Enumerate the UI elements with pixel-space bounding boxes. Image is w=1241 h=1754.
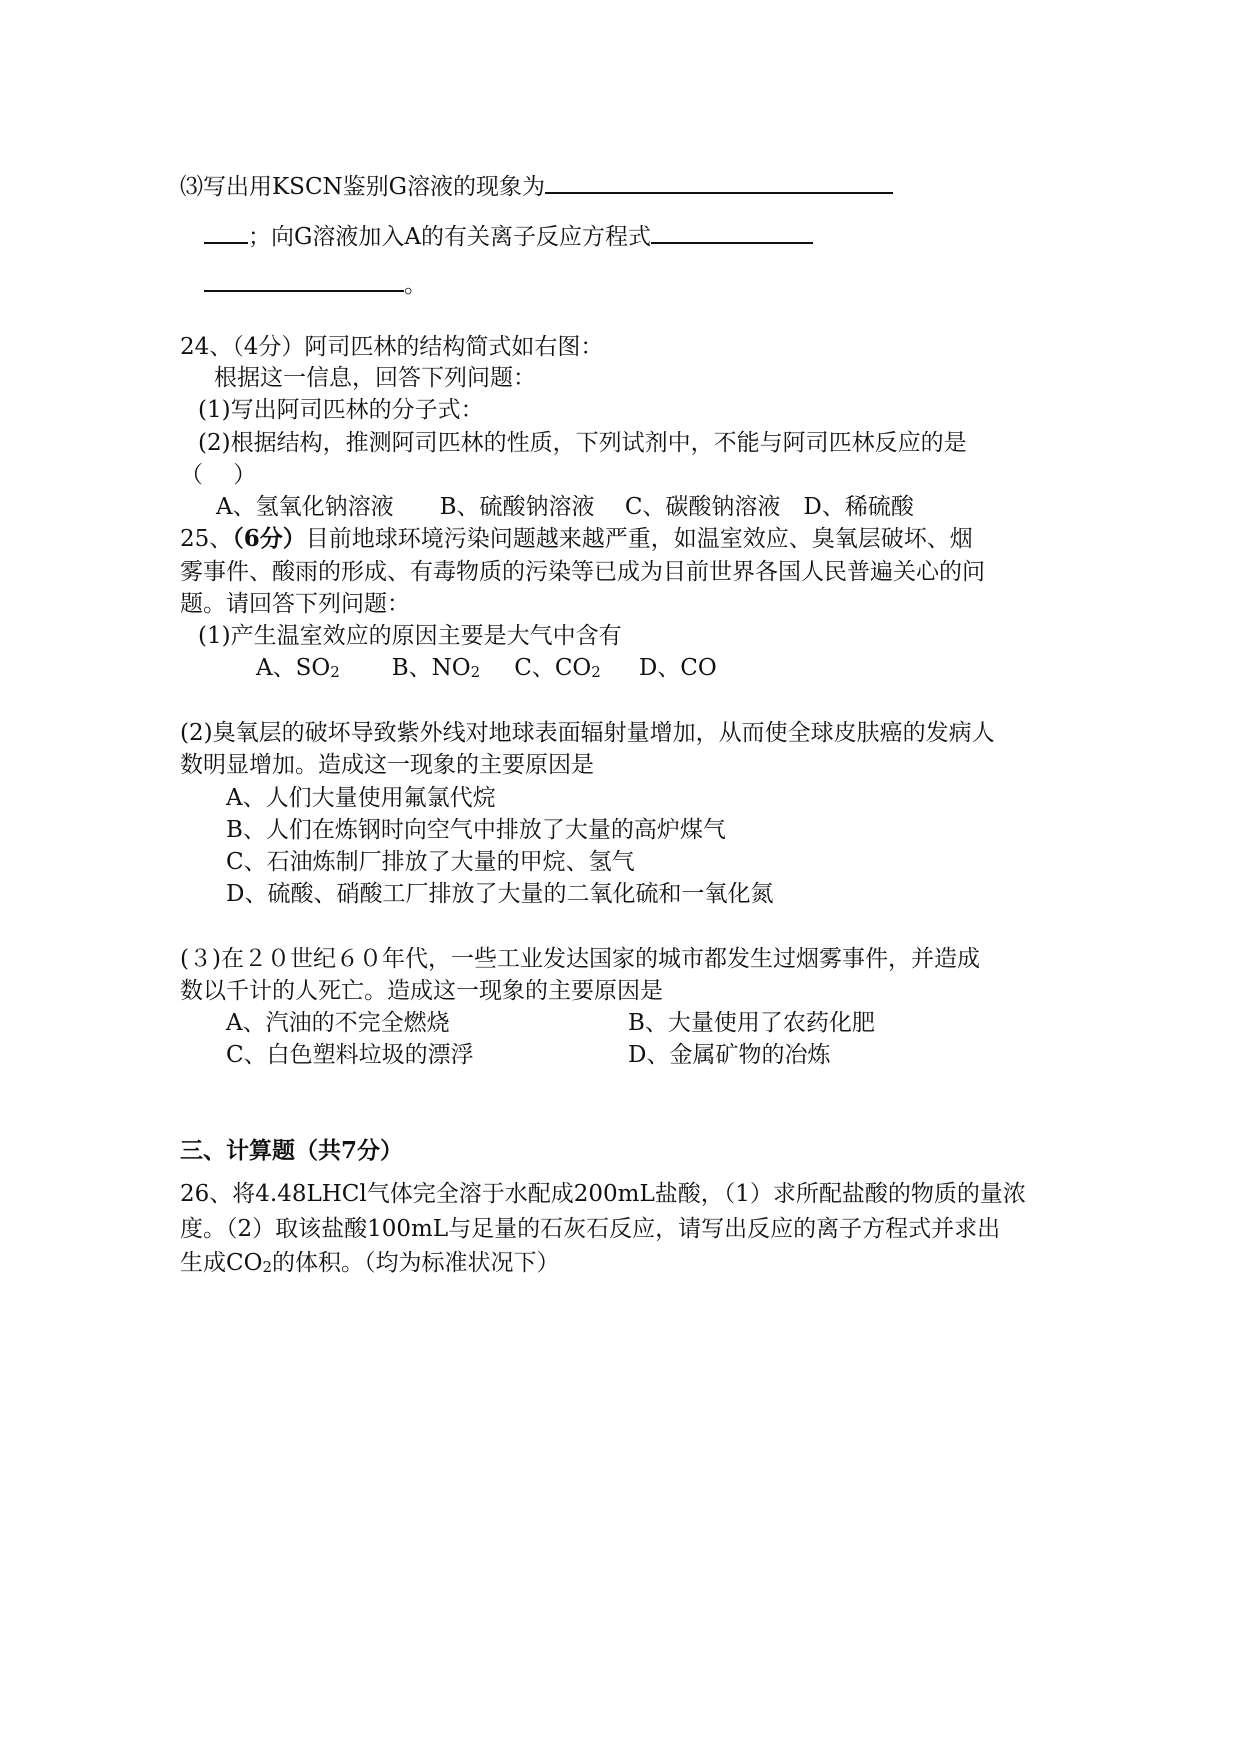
answer-blank[interactable] [204, 218, 248, 244]
q23-part3-line3 [204, 266, 427, 300]
q25-sub1-opt-a: A、$SO_2$ [256, 655, 340, 681]
q25-sub2-opt-b: B、人们在炼钢时向空气中排放了大量的高炉煤气 [226, 817, 726, 843]
answer-blank[interactable] [545, 168, 893, 194]
q25-sub3-opt-b: B、大量使用了农药化肥 [628, 1010, 875, 1036]
q26-line1: 26、将4.48LHCl气体完全溶于水配成200mL盐酸，（1）求所配盐酸的物质的量浓 [180, 1181, 1026, 1207]
q25-sub2-opt-d: D、硫酸、硝酸工厂排放了大量的二氧化硫和一氧化氮 [226, 881, 774, 907]
q25-num: 25、 [180, 526, 233, 552]
q25-line2: 雾事件、酸雨的形成、有毒物质的污染等已成为目前世界各国人民普遍关心的问 [180, 559, 985, 585]
q25-sub3-opt-d: D、金属矿物的冶炼 [628, 1042, 831, 1068]
q25-sub3-opt-a: A、汽油的不完全燃烧 [226, 1010, 450, 1036]
q23-part3b-text: ；向G溶液加入A的有关离子反应方程式 [248, 224, 651, 250]
q25-sub3-line2: 数以千计的人死亡。造成这一现象的主要原因是 [180, 978, 663, 1004]
section3-title: 三、计算题（共7分） [180, 1137, 404, 1164]
q25-sub2-line2: 数明显增加。造成这一现象的主要原因是 [180, 752, 594, 778]
q25-sub2-opt-c: C、石油炼制厂排放了大量的甲烷、氢气 [226, 849, 635, 875]
q26-line2: 度。（2）取该盐酸100mL与足量的石灰石反应，请写出反应的离子方程式并求出 [180, 1216, 1001, 1242]
q25-sub2-line1: (2)臭氧层的破坏导致紫外线对地球表面辐射量增加，从而使全球皮肤癌的发病人 [180, 720, 995, 746]
q25-sub1-options [256, 653, 717, 683]
q24-options: A、氢氧化钠溶液 B、硫酸钠溶液 C、碳酸钠溶液 D、稀硫酸 [216, 494, 914, 520]
q25-sub2-opt-a: A、人们大量使用氟氯代烷 [226, 785, 496, 811]
q26-line3: 生成$CO_2$的体积。（均为标准状况下） [180, 1250, 560, 1276]
q23-part3-line1 [180, 168, 893, 202]
q25-sub1-opt-b: B、$NO_2$ [391, 655, 481, 681]
q25-sub1-opt-d: D、CO [638, 655, 717, 681]
q25-line1 [180, 524, 973, 554]
q25-line3: 题。请回答下列问题： [180, 591, 410, 617]
q25-sub3-opt-c: C、白色塑料垃圾的漂浮 [226, 1042, 474, 1068]
q25-line1-rest: 目前地球环境污染问题越来越严重，如温室效应、臭氧层破坏、烟 [305, 526, 973, 552]
q23-part3-text: ⑶写出用KSCN鉴别G溶液的现象为 [180, 174, 546, 200]
q24-header: 24、（4分）阿司匹林的结构简式如右图： [180, 334, 604, 360]
q25-sub1: (1)产生温室效应的原因主要是大气中含有 [198, 623, 622, 649]
q25-sub1-opt-c: C、$CO_2$ [514, 655, 601, 681]
answer-blank[interactable] [651, 218, 813, 244]
q24-sub2-line1: (2)根据结构，推测阿司匹林的性质，下列试剂中，不能与阿司匹林反应的是 [198, 430, 967, 456]
q25-sub3-line1: (３)在２０世纪６０年代，一些工业发达国家的城市都发生过烟雾事件，并造成 [180, 946, 980, 972]
answer-blank[interactable] [204, 266, 404, 292]
q23-part3c-end: 。 [404, 272, 427, 298]
q24-sub1: (1)写出阿司匹林的分子式： [198, 397, 484, 423]
q23-part3-line2 [204, 218, 813, 252]
q24-intro: 根据这一信息，回答下列问题： [214, 365, 536, 391]
q24-sub2-line2: （ ） [180, 462, 257, 488]
q25-score: （6分） [232, 525, 306, 552]
